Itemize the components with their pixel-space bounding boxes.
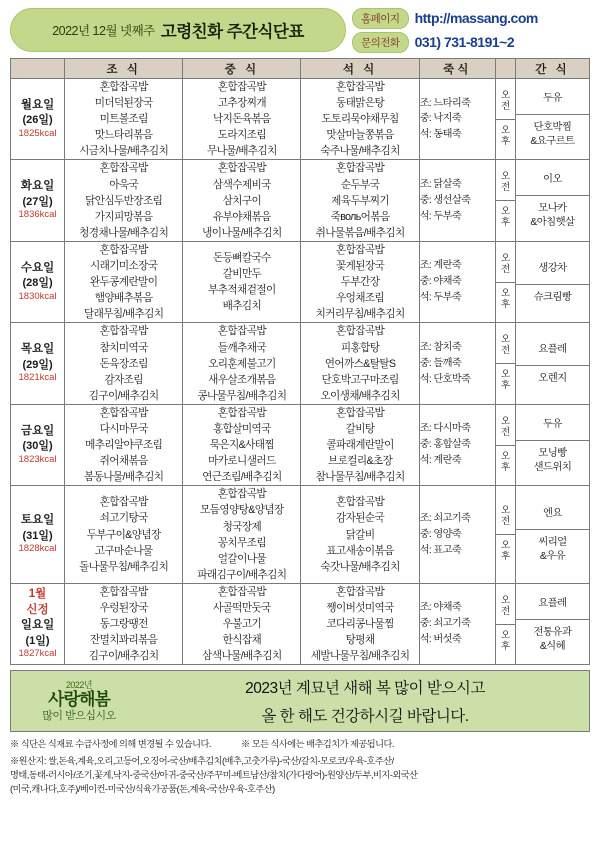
menu-item: 시금치나물/배추김치 <box>79 145 169 158</box>
snack-morning <box>516 589 589 620</box>
day-date: (29일) <box>22 358 53 371</box>
col-header-ampm <box>495 59 515 79</box>
menu-item: 삼색수제비국 <box>212 178 271 191</box>
menu-item: 혼합잡곡밥 <box>99 406 148 419</box>
menu-item: 우불고기 <box>222 618 262 631</box>
day-date: (28일) <box>22 277 53 290</box>
lunch-cell <box>183 404 301 485</box>
dinner-cell <box>301 79 419 160</box>
origin-line-2: 명태,동태-러시아/조기,꽃게,낙지-중국산/아귀-중국산/주꾸미-베트남산/참치(가다랑어)-원양산/두부,비지-외국산 <box>10 769 418 780</box>
porridge-item: 조: 야채죽 <box>419 602 462 614</box>
snack-item: &요구르트 <box>530 135 575 147</box>
ampm-afternoon: 오 후 <box>500 369 510 392</box>
day-cell <box>11 323 65 404</box>
menu-item: 부추적채겉절이 <box>208 284 276 297</box>
menu-item: 맛느타리볶음 <box>94 129 153 142</box>
menu-item: 혼합잡곡밥 <box>217 406 266 419</box>
greeting-text <box>149 676 581 726</box>
day-kcal: 1828kcal <box>18 543 57 555</box>
day-cell <box>11 79 65 160</box>
note-kimchi: ※ 모든 식사에는 배추김치가 제공됩니다. <box>241 739 394 750</box>
day-date: (26일) <box>22 114 53 127</box>
menu-item: 혼합잡곡밥 <box>99 162 148 175</box>
porridge-item: 중: 낙지죽 <box>419 113 462 125</box>
menu-item: 얼갈이나물 <box>217 552 266 565</box>
snack-afternoon <box>516 285 589 311</box>
ampm-cell <box>495 323 515 404</box>
title-week-label: 2022년 12월 넷째주 <box>52 24 155 38</box>
menu-item: 완두콩계란말이 <box>89 276 158 289</box>
menu-item: 갈비만두 <box>222 268 262 281</box>
menu-item: 혼합잡곡밥 <box>336 243 385 256</box>
snack-item: 생강차 <box>538 262 567 274</box>
day-cell <box>11 583 65 664</box>
menu-item: 감자된순국 <box>336 512 385 525</box>
snack-item: 모닝빵 <box>538 447 567 459</box>
menu-item: 가지피망볶음 <box>94 210 153 223</box>
day-name: 금요일 <box>20 424 55 437</box>
porridge-item: 중: 홍합살죽 <box>419 439 471 451</box>
snack-item: 엔요 <box>542 508 562 520</box>
snack-morning <box>516 165 589 196</box>
ampm-morning: 오 전 <box>496 329 515 364</box>
snack-cell <box>515 79 589 160</box>
ampm-afternoon: 오 후 <box>500 450 510 473</box>
greeting-line-1: 2023년 계묘년 새해 복 많이 받으시고 <box>245 680 485 698</box>
snack-item: 이오 <box>542 174 562 186</box>
menu-item: 시래기미소장국 <box>89 260 158 273</box>
table-row <box>11 583 590 664</box>
day-name: 화요일 <box>20 180 55 193</box>
menu-item: 우렁된장국 <box>99 602 148 614</box>
porridge-item: 조: 닭살죽 <box>419 178 462 190</box>
ampm-morning: 오 전 <box>496 500 515 535</box>
ampm-cell <box>495 404 515 485</box>
menu-item: 냉이나물/배추김치 <box>202 226 282 239</box>
ampm-cell <box>495 486 515 584</box>
day-kcal: 1823kcal <box>18 453 57 465</box>
document-header <box>10 8 590 52</box>
menu-item: 혼합잡곡밥 <box>99 496 148 509</box>
dinner-cell <box>301 241 419 322</box>
homepage-label: 홈페이지 <box>352 8 409 29</box>
menu-item: 맛살마늘쫑볶음 <box>326 129 394 142</box>
porridge-cell <box>419 160 495 241</box>
menu-item: 코다리콩나물찜 <box>326 618 394 631</box>
col-header-snack: 간 식 <box>515 59 589 79</box>
ampm-morning: 오 전 <box>496 85 515 120</box>
day-cell <box>11 160 65 241</box>
note-menu-change: ※ 식단은 식재료 수급사정에 의해 변경될 수 있습니다. <box>10 739 211 750</box>
menu-item: 도라지조림 <box>217 129 266 142</box>
breakfast-cell <box>65 79 183 160</box>
menu-item: 돌나물무침/배추김치 <box>79 560 169 573</box>
snack-afternoon <box>516 196 589 236</box>
brand-logo <box>19 681 139 722</box>
ampm-afternoon: 오 후 <box>500 540 510 563</box>
menu-item: 혼합잡곡밥 <box>336 81 385 93</box>
snack-item: 요플레 <box>538 597 567 609</box>
snack-morning <box>516 335 589 366</box>
breakfast-cell <box>65 486 183 584</box>
menu-item: 콩나물무침/배추김치 <box>197 389 287 402</box>
menu-item: 연근조림/배추김치 <box>202 471 282 484</box>
dinner-cell <box>301 404 419 485</box>
menu-item: 혼합잡곡밥 <box>336 162 385 175</box>
logo-name: 사랑해봄 <box>48 689 110 709</box>
menu-item: 참치미역국 <box>99 341 148 354</box>
menu-item: 두부간장 <box>340 276 380 289</box>
menu-item: 무나물/배추김치 <box>206 145 277 158</box>
ampm-cell <box>495 241 515 322</box>
logo-year: 2022년 <box>65 680 93 691</box>
col-header-porridge: 죽식 <box>419 59 495 79</box>
menu-item: 콜파래계란말이 <box>326 439 394 452</box>
snack-item: &식혜 <box>539 640 566 652</box>
table-row <box>11 79 590 160</box>
porridge-item: 석: 표고죽 <box>419 544 462 556</box>
breakfast-cell <box>65 241 183 322</box>
lunch-cell <box>183 241 301 322</box>
footnotes <box>10 737 590 796</box>
col-header-day <box>11 59 65 79</box>
porridge-item: 석: 두부죽 <box>419 292 462 304</box>
menu-item: 꽃게된장국 <box>336 260 385 273</box>
day-cell <box>11 404 65 485</box>
menu-item: 쨍이버섯미역국 <box>326 602 394 614</box>
breakfast-cell <box>65 583 183 664</box>
weekly-menu-table <box>10 58 590 665</box>
menu-item: 순두부국 <box>340 178 380 191</box>
table-row <box>11 160 590 241</box>
snack-cell <box>515 160 589 241</box>
snack-item: 샌드위치 <box>533 461 572 473</box>
menu-item: 청국장제 <box>222 520 262 533</box>
table-row <box>11 241 590 322</box>
col-header-breakfast: 조 식 <box>65 59 183 79</box>
menu-item: 숙주나물/배추김치 <box>320 145 400 158</box>
menu-item: 미트볼조림 <box>99 113 148 126</box>
menu-item: 봄동나물/배추김치 <box>83 471 164 484</box>
lunch-cell <box>183 79 301 160</box>
menu-item: 감자조림 <box>104 373 143 386</box>
snack-cell <box>515 486 589 584</box>
ampm-morning: 오 전 <box>496 411 515 446</box>
menu-item: 닭갈비 <box>345 528 375 541</box>
ampm-cell <box>495 583 515 664</box>
porridge-item: 석: 두부죽 <box>419 210 462 222</box>
day-name: 일요일 <box>20 619 55 632</box>
day-cell <box>11 241 65 322</box>
col-header-lunch: 중 식 <box>183 59 301 79</box>
porridge-item: 조: 느타리죽 <box>419 97 471 109</box>
phone-number: 031) 731-8191~2 <box>414 34 515 50</box>
snack-item: 슈크림빵 <box>533 291 572 303</box>
menu-item: 혼합잡곡밥 <box>217 325 266 338</box>
menu-item: 유부야채볶음 <box>212 210 271 223</box>
day-kcal: 1836kcal <box>18 209 57 221</box>
porridge-item: 조: 쇠고기죽 <box>419 512 471 524</box>
snack-cell <box>515 583 589 664</box>
menu-item: 아욱국 <box>109 178 139 191</box>
col-header-dinner: 석 식 <box>301 59 419 79</box>
ampm-morning: 오 전 <box>496 590 515 625</box>
menu-item: 단호박고구마조림 <box>321 373 399 386</box>
porridge-item: 중: 야채죽 <box>419 276 462 288</box>
menu-item: 파래김구이/배추김치 <box>197 568 287 581</box>
menu-item: 혼합잡곡밥 <box>336 585 385 598</box>
porridge-item: 석: 버섯죽 <box>419 634 462 646</box>
snack-item: 씨리얼 <box>538 537 567 549</box>
menu-item: 오이생채/배추김치 <box>320 389 400 402</box>
menu-item: 혼합잡곡밥 <box>99 243 148 256</box>
day-name: 토요일 <box>20 514 55 527</box>
menu-item: 혼합잡곡밥 <box>99 325 148 338</box>
menu-item: 미더덕된장국 <box>94 97 153 110</box>
origin-line-3: (미국,캐나다,호주)/베이컨-미국산/식육가공품(돈,계육-국산/우육-호주산) <box>10 784 275 795</box>
lunch-cell <box>183 583 301 664</box>
menu-item: 피홍합탕 <box>340 341 380 354</box>
porridge-item: 조: 계란죽 <box>419 260 462 272</box>
snack-afternoon <box>516 115 589 155</box>
menu-item: 동그랑땡전 <box>99 618 148 631</box>
menu-item: 혼합잡곡밥 <box>217 162 266 175</box>
snack-item: 두유 <box>542 92 562 104</box>
snack-morning <box>516 254 589 285</box>
menu-item: 혼합잡곡밥 <box>217 81 266 93</box>
page-title: 고령친화 주간식단표 <box>160 23 304 41</box>
menu-item: 브로컬리&초장 <box>327 455 393 468</box>
menu-item: 혼합잡곡밥 <box>336 406 385 419</box>
porridge-item: 중: 쇠고기죽 <box>419 618 471 630</box>
menu-item: 달래무침/배추김치 <box>83 308 164 321</box>
menu-item: 모듬영양탕&양념장 <box>200 504 284 517</box>
breakfast-cell <box>65 160 183 241</box>
menu-item: 두부구이&양념장 <box>86 528 161 541</box>
menu-item: 우엉채조림 <box>336 292 385 305</box>
menu-item: 배추김치 <box>222 300 262 313</box>
porridge-item: 조: 다시마죽 <box>419 423 471 435</box>
origin-line-1: 쌀,돈육,계육,오리,고등어,오징어-국산/배추김치(배추,고춧가루)-국산/갈치-모로코/우육-호주산/ <box>47 755 394 766</box>
table-row <box>11 323 590 404</box>
menu-item: 김구이/배추김치 <box>88 389 159 402</box>
lunch-cell <box>183 323 301 404</box>
porridge-cell <box>419 323 495 404</box>
phone-label: 문의전화 <box>352 32 409 53</box>
menu-item: 고추장찌개 <box>217 97 266 110</box>
menu-item: 혼합잡곡밥 <box>217 585 266 598</box>
menu-item: 쥐어채볶음 <box>99 455 148 468</box>
menu-item: 혼합잡곡밥 <box>336 325 385 338</box>
menu-item: 오리훈제불고기 <box>208 357 276 370</box>
porridge-cell <box>419 404 495 485</box>
porridge-item: 중: 영양죽 <box>419 528 462 540</box>
menu-item: 도토리묵야채무침 <box>321 113 399 126</box>
day-name: 수요일 <box>20 261 55 274</box>
menu-item: 닭안심두반장조림 <box>85 194 163 207</box>
new-year-greeting-banner <box>10 670 590 732</box>
menu-item: 치커리무침/배추김치 <box>315 308 405 321</box>
menu-item: 돈등뼈칼국수 <box>212 251 271 264</box>
menu-item: 햄양배추볶음 <box>94 292 153 305</box>
greeting-line-2: 올 한 해도 건강하시길 바랍니다. <box>261 708 469 726</box>
day-newyear-month: 1월 <box>28 588 47 601</box>
menu-item: 혼합잡곡밥 <box>99 585 148 598</box>
snack-afternoon <box>516 441 589 481</box>
menu-item: 사골떡만둣국 <box>212 602 271 614</box>
menu-item: 들깨추채국 <box>217 341 266 354</box>
day-kcal: 1825kcal <box>18 128 57 139</box>
menu-item: 연어까스&탈탈S <box>324 357 396 370</box>
table-row <box>11 486 590 584</box>
menu-item: 잔멸치꽈리볶음 <box>89 634 158 647</box>
porridge-cell <box>419 79 495 160</box>
snack-cell <box>515 404 589 485</box>
ampm-afternoon: 오 후 <box>500 124 510 147</box>
snack-item: 요플레 <box>538 344 567 356</box>
snack-item: 오렌지 <box>538 373 567 385</box>
day-kcal: 1821kcal <box>18 372 57 384</box>
menu-item: 표고새송이볶음 <box>326 544 394 557</box>
menu-item: 참나물무침/배추김치 <box>315 471 405 484</box>
phone-row <box>352 32 590 53</box>
contact-block <box>352 8 590 52</box>
menu-item: 동태맑은탕 <box>336 97 385 110</box>
menu-item: 묵은지&사태찜 <box>209 439 275 452</box>
menu-item: 한식잡채 <box>222 634 262 647</box>
snack-morning <box>516 499 589 530</box>
menu-item: 다시마무국 <box>99 422 148 435</box>
porridge-item: 조: 참치죽 <box>419 341 462 353</box>
porridge-cell <box>419 486 495 584</box>
snack-afternoon <box>516 620 589 660</box>
menu-item: 새우살조개볶음 <box>208 373 276 386</box>
ampm-afternoon: 오 후 <box>500 206 510 229</box>
breakfast-cell <box>65 323 183 404</box>
porridge-item: 중: 생선살죽 <box>419 194 471 206</box>
ampm-afternoon: 오 후 <box>500 287 510 310</box>
menu-item: 혼합잡곡밥 <box>217 488 266 501</box>
menu-item: 홍합살미역국 <box>212 422 271 435</box>
lunch-cell <box>183 486 301 584</box>
snack-afternoon <box>516 366 589 392</box>
lunch-cell <box>183 160 301 241</box>
porridge-item: 석: 동태죽 <box>419 129 462 141</box>
menu-item: 취나물볶음/배추김치 <box>315 226 405 239</box>
dinner-cell <box>301 583 419 664</box>
menu-item: 꽁치무조림 <box>217 536 266 549</box>
homepage-url[interactable]: http://massang.com <box>414 10 538 26</box>
ampm-morning: 오 전 <box>496 248 515 283</box>
snack-item: 두유 <box>542 418 562 430</box>
homepage-row <box>352 8 590 29</box>
porridge-cell <box>419 241 495 322</box>
porridge-item: 석: 단호박죽 <box>419 373 471 385</box>
menu-item: 삼색나물/배추김치 <box>202 650 282 663</box>
ampm-morning: 오 전 <box>496 166 515 201</box>
porridge-cell <box>419 583 495 664</box>
menu-item: 혼합잡곡밥 <box>336 496 385 509</box>
day-cell <box>11 486 65 584</box>
breakfast-cell <box>65 404 183 485</box>
snack-item: &아침햇살 <box>530 217 575 229</box>
menu-item: 혼합잡곡밥 <box>99 81 148 93</box>
menu-item: 세발나물무침/배추김치 <box>310 650 410 663</box>
dinner-cell <box>301 323 419 404</box>
porridge-item: 중: 들깨죽 <box>419 357 462 369</box>
menu-item: 메추리알야쿠조림 <box>85 439 163 452</box>
menu-item: 쇠고기탕국 <box>99 512 148 525</box>
snack-item: 전통유과 <box>533 626 572 638</box>
menu-item: 청경채나물/배추김치 <box>79 226 169 239</box>
title-banner <box>10 8 346 52</box>
snack-cell <box>515 241 589 322</box>
menu-item: 낙지돈육볶음 <box>212 113 271 126</box>
day-kcal: 1830kcal <box>18 290 57 302</box>
day-date: (1일) <box>25 634 50 647</box>
day-date: (31일) <box>22 529 53 542</box>
snack-item: &우유 <box>539 551 566 563</box>
ampm-afternoon: 오 후 <box>500 629 510 652</box>
menu-item: 갈비탕 <box>345 422 375 435</box>
menu-item: 제육두부찌기 <box>331 194 389 207</box>
table-row <box>11 404 590 485</box>
ampm-cell <box>495 160 515 241</box>
day-name: 목요일 <box>20 343 55 356</box>
snack-morning <box>516 84 589 115</box>
table-header-row <box>11 59 590 79</box>
dinner-cell <box>301 486 419 584</box>
snack-item: 단호박찜 <box>533 121 572 133</box>
menu-item: 숙갓나물/배추김치 <box>320 560 400 573</box>
menu-item: 탕평채 <box>345 634 375 647</box>
logo-tagline: 많이 받으십시오 <box>42 709 116 722</box>
origin-info <box>10 754 590 797</box>
menu-item: 죽воль어볶음 <box>330 210 390 223</box>
day-kcal: 1827kcal <box>18 648 57 660</box>
ampm-cell <box>495 79 515 160</box>
menu-item: 김구이/배추김치 <box>88 650 159 663</box>
day-date: (27일) <box>22 195 53 208</box>
day-date: (30일) <box>22 440 53 453</box>
snack-cell <box>515 323 589 404</box>
dinner-cell <box>301 160 419 241</box>
snack-morning <box>516 410 589 441</box>
day-newyear-label: 신정 <box>26 603 49 616</box>
menu-item: 마카로니샐러드 <box>208 455 276 468</box>
snack-afternoon <box>516 530 589 570</box>
porridge-item: 석: 계란죽 <box>419 455 462 467</box>
menu-item: 고구마순나물 <box>94 544 153 557</box>
snack-item: 모나카 <box>538 203 567 215</box>
menu-item: 삼치구이 <box>222 194 262 207</box>
menu-item: 돈육장조림 <box>99 357 148 370</box>
day-name: 월요일 <box>20 98 55 111</box>
origin-title: ※원산지: <box>10 755 46 766</box>
